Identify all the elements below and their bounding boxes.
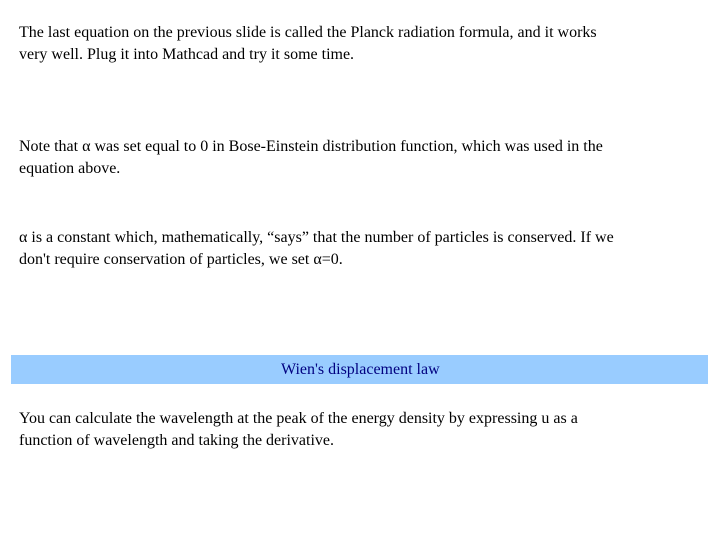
text-line: You can calculate the wavelength at the peak of the energy density by expressing u as a	[19, 410, 578, 427]
alpha-note-paragraph	[19, 136, 709, 180]
text-line: don't require conservation of particles, we set α=0.	[19, 251, 343, 268]
text-line: The last equation on the previous slide is called the Planck radiation formula, and it works	[19, 24, 597, 41]
alpha-constant-paragraph	[19, 227, 709, 271]
wien-law-paragraph	[19, 408, 709, 452]
text-line: Note that α was set equal to 0 in Bose-Einstein distribution function, which was used in the	[19, 138, 603, 155]
section-banner	[11, 355, 708, 384]
text-line: α is a constant which, mathematically, “says” that the number of particles is conserved. If we	[19, 229, 614, 246]
text-line: very well. Plug it into Mathcad and try it some time.	[19, 46, 355, 63]
section-title: Wien's displacement law	[281, 361, 440, 378]
text-line: equation above.	[19, 160, 121, 177]
text-line: function of wavelength and taking the derivative.	[19, 432, 335, 449]
planck-formula-paragraph	[19, 22, 709, 66]
